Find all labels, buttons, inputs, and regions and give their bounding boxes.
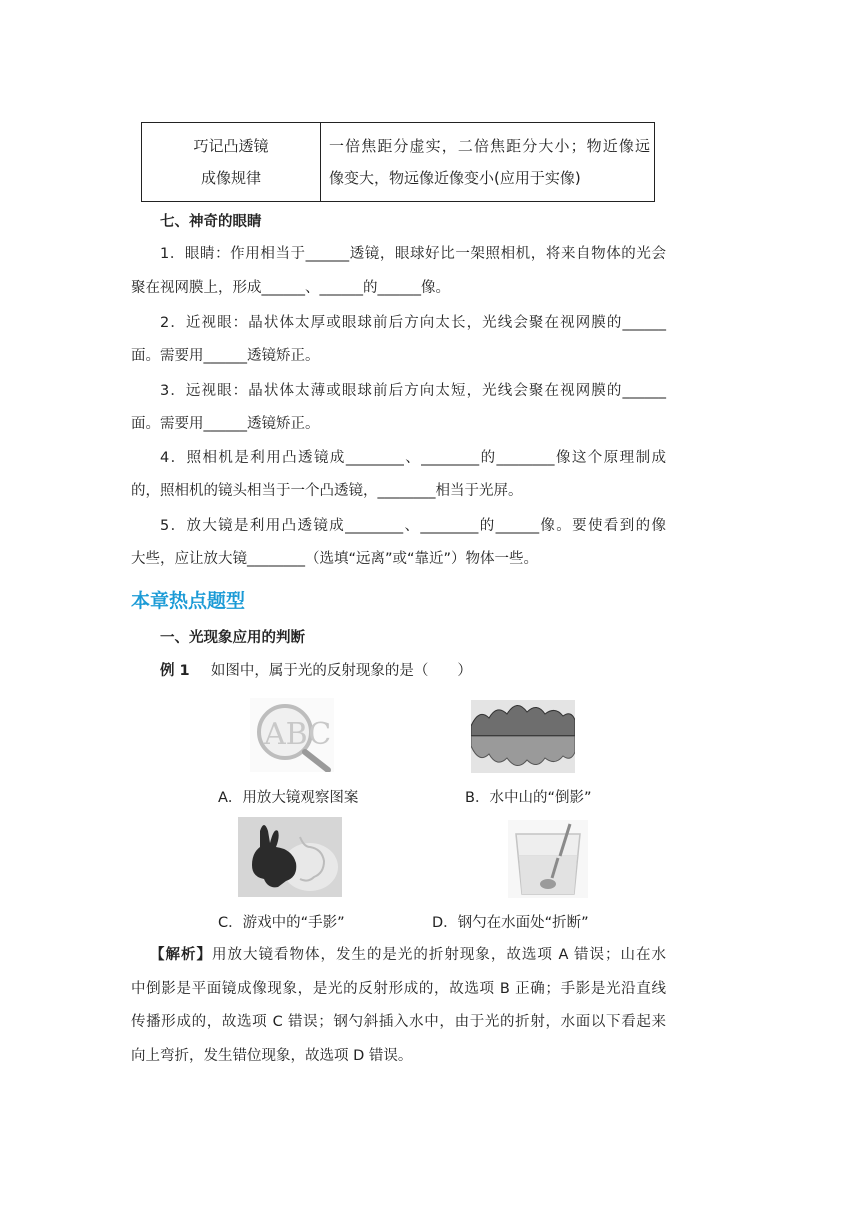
table-right-line1: 一倍焦距分虚实，二倍焦距分大小；物近像远: [329, 137, 650, 155]
example-question-text: 如图中，属于光的反射现象的是（ ）: [210, 663, 472, 679]
table-left-line1: 巧记凸透镜: [193, 137, 269, 155]
item-5-line1: 5．放大镜是利用凸透镜成________、________的______像。要使看到的像: [160, 518, 666, 534]
item-4-line1: 4．照相机是利用凸透镜成________、________的________像这个原理制成: [160, 450, 666, 466]
item-2-line2: 面。需要用______透镜矫正。: [131, 348, 320, 364]
analysis-line3: 传播形成的，故选项 C 错误；钢勺斜插入水中，由于光的折射，水面以下看起来: [131, 1014, 666, 1030]
item-4-line2: 的，照相机的镜头相当于一个凸透镜，________相当于光屏。: [131, 483, 523, 499]
mountain-reflection-image: [471, 700, 575, 773]
option-c-caption: C．游戏中的“手影”: [218, 915, 345, 931]
item-3-line1: 3．远视眼：晶状体太薄或眼球前后方向太短，光线会聚在视网膜的______: [160, 383, 666, 399]
svg-text:ABC: ABC: [264, 717, 332, 752]
hand-shadow-image: [238, 817, 342, 897]
item-3-line2: 面。需要用______透镜矫正。: [131, 416, 320, 432]
example-question: [160, 661, 472, 681]
magnifier-abc-image: [250, 698, 334, 772]
item-2-line1: 2．近视眼：晶状体太厚或眼球前后方向太长，光线会聚在视网膜的______: [160, 315, 666, 331]
option-b-caption: B．水中山的“倒影”: [465, 790, 592, 806]
table-left-cell: [142, 123, 321, 202]
analysis-text-1: 用放大镜看物体，发生的是光的折射现象，故选项 A 错误；山在水: [211, 947, 666, 963]
item-1-line2: 聚在视网膜上，形成______、______的______像。: [131, 280, 450, 296]
option-a-caption: A．用放大镜观察图案: [218, 790, 359, 806]
chapter-hot-title: 本章热点题型: [131, 590, 246, 612]
table-left-line2: 成像规律: [200, 169, 261, 187]
subsection-title: 一、光现象应用的判断: [160, 630, 305, 646]
analysis-label: 【解析】: [150, 947, 212, 963]
example-label: 例 1: [160, 663, 190, 679]
analysis-line1: [150, 945, 666, 965]
analysis-line4: 向上弯折，发生错位现象，故选项 D 错误。: [131, 1048, 413, 1064]
item-5-line2: 大些，应让放大镜________（选填“远离”或“靠近”）物体一些。: [131, 551, 539, 567]
table-right-line2: 像变大，物远像近像变小(应用于实像): [329, 169, 581, 187]
lens-rule-table: [141, 122, 655, 202]
section-title: 七、神奇的眼睛: [160, 214, 262, 230]
table-right-cell: [321, 123, 655, 202]
spoon-in-glass-image: [508, 820, 588, 898]
option-d-caption: D．钢勺在水面处“折断”: [432, 915, 589, 931]
analysis-line2: 中倒影是平面镜成像现象，是光的反射形成的，故选项 B 正确；手影是光沿直线: [131, 981, 666, 997]
item-1-line1: 1．眼睛：作用相当于______透镜，眼球好比一架照相机，将来自物体的光会: [160, 246, 666, 262]
